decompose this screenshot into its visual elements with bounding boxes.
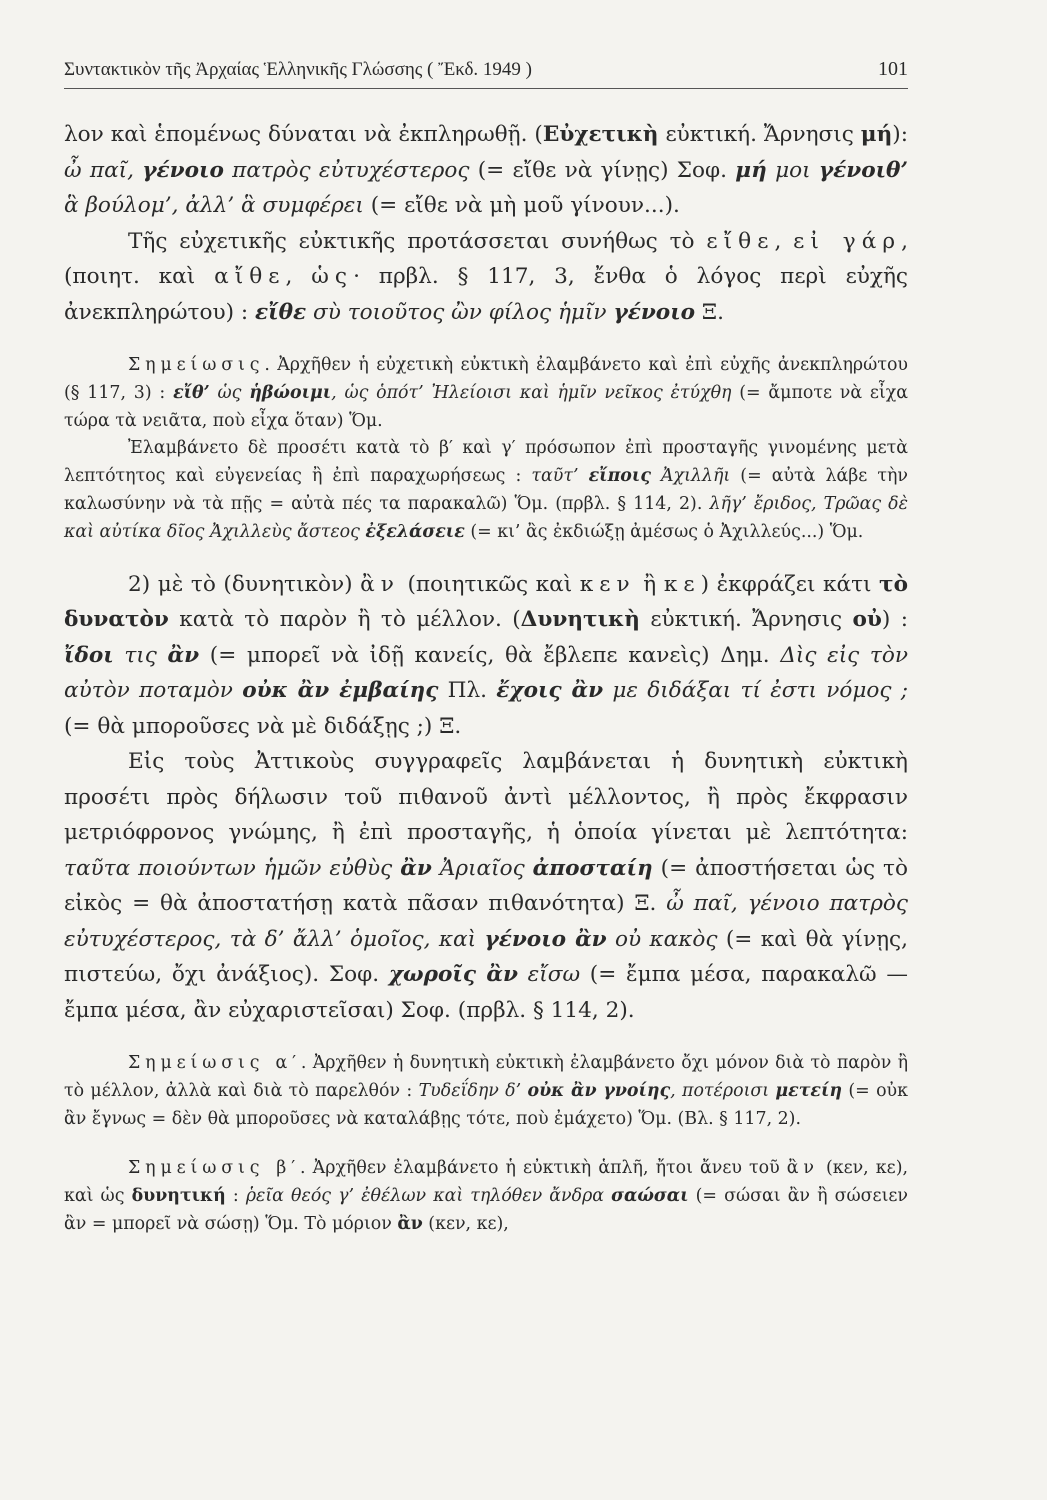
page-body (64, 117, 908, 1239)
paragraph-wish-particles: Τῆς εὐχετικῆς εὐκτικῆς προτάσσεται συνήθως τὸ εἴθε, εἰ γάρ, (ποιητ. καὶ αἴθε, ὡς· πρβλ. § 117, 3, ἔνθα ὁ λόγος περὶ εὐχῆς ἀνεκπληρώτου) : εἴθε σὺ τοιοῦτος ὢν φίλος ἡμῖν γένοιο Ξ. (64, 228, 909, 325)
note-2: Ἐλαμβάνετο δὲ προσέτι κατὰ τὸ β′ καὶ γ′ πρόσωπον ἐπὶ προσταγῆς γινομένης μετὰ λεπτότητος καὶ εὐγενείας ἢ ἐπὶ παραχωρήσεως : ταῦτ’ εἴποις Ἀχιλλῆι (= αὐτὰ λάβε τὴν καλωσύνην νὰ τὰ πῇς = αὐτὰ πές τα παρακαλῶ) Ὅμ. (πρβλ. § 114, 2). λῆγ’ ἔριδος, Τρῶας δὲ καὶ αὐτίκα δῖος Ἀχιλλεὺς ἄστεος ἐξελάσειε (= κι’ ἂς ἐκδιώξῃ ἀμέσως ὁ Ἀχιλλεύς...) Ὅμ. (64, 438, 908, 542)
note-1: Σημείωσις. Ἀρχῆθεν ἡ εὐχετικὴ εὐκτικὴ ἐλαμβάνετο καὶ ἐπὶ εὐχῆς ἀνεκπληρώτου (§ 117, 3) : εἴθ’ ὡς ἡβώοιμι, ὡς ὁπότ’ Ἠλείοισι καὶ ἡμῖν νεῖκος ἐτύχθη (= ἄμποτε νὰ εἶχα τώρα τὰ νειᾶτα, ποὺ εἶχα ὅταν) Ὅμ. (64, 355, 908, 431)
running-header (64, 58, 908, 89)
note-3: Σημείωσις α′. Ἀρχῆθεν ἡ δυνητικὴ εὐκτικὴ ἐλαμβάνετο ὄχι μόνον διὰ τὸ παρὸν ἢ τὸ μέλλον, ἀλλὰ καὶ διὰ τὸ παρελθόν : Τυδεΐδην δ’ οὐκ ἂν γνοίης, ποτέροισι μετείη (= οὐκ ἂν ἔγνως = δὲν θὰ μποροῦσες νὰ καταλάβῃς τότε, ποὺ ἐμάχετο) Ὅμ. (Βλ. § 117, 2). (64, 1053, 908, 1129)
paragraph-optative-wish: λον καὶ ἑπομένως δύναται νὰ ἐκπληρωθῇ. (Εὐχετικὴ εὐκτική. Ἄρνησις μή): ὦ παῖ, γένοιο πατρὸς εὐτυχέστερος (= εἴθε νὰ γίνῃς) Σοφ. μή μοι γένοιθ’ ἃ βούλομ’, ἀλλ’ ἃ συμφέρει (= εἴθε νὰ μὴ μοῦ γίνουν...). (64, 122, 908, 218)
page (64, 58, 908, 1239)
page-number: 101 (878, 58, 908, 80)
running-title: Συντακτικὸν τῆς Ἀρχαίας Ἑλληνικῆς Γλώσσης ( Ἔκδ. 1949 ) (64, 59, 532, 80)
paragraph-attic-usage: Εἰς τοὺς Ἀττικοὺς συγγραφεῖς λαμβάνεται ἡ δυνητικὴ εὐκτικὴ προσέτι πρὸς δήλωσιν τοῦ πιθανοῦ ἀντὶ μέλλοντος, ἢ πρὸς ἔκφρασιν μετριόφρονος γνώμης, ἢ ἐπὶ προσταγῆς, ἡ ὁποία γίνεται μὲ λεπτότητα: ταῦτα ποιούντων ἡμῶν εὐθὺς ἂν Ἀριαῖος ἀποσταίη (= ἀποστήσεται ὡς τὸ εἰκὸς = θὰ ἀποστατήσῃ κατὰ πᾶσαν πιθανότητα) Ξ. ὦ παῖ, γένοιο πατρὸς εὐτυχέστερος, τὰ δ’ ἄλλ’ ὁμοῖος, καὶ γένοιο ἂν οὐ κακὸς (= καὶ θὰ γίνῃς, πιστεύω, ὄχι ἀνάξιος). Σοφ. χωροῖς ἂν εἴσω (= ἔμπα μέσα, παρακαλῶ — ἔμπα μέσα, ἂν εὐχαριστεῖσαι) Σοφ. (πρβλ. § 114, 2). (64, 749, 909, 1023)
paragraph-potential-optative: 2) μὲ τὸ (δυνητικὸν) ἂν (ποιητικῶς καὶ κεν ἢ κε) ἐκφράζει κάτι τὸ δυνατὸν κατὰ τὸ παρὸν ἢ τὸ μέλλον. (Δυνητικὴ εὐκτική. Ἄρνησις οὐ) : ἴδοι τις ἂν (= μπορεῖ νὰ ἰδῇ κανείς, θὰ ἔβλεπε κανεὶς) Δημ. Δὶς εἰς τὸν αὐτὸν ποταμὸν οὐκ ἂν ἐμβαίης Πλ. ἔχοις ἂν με διδάξαι τί ἐστι νόμος ; (= θὰ μποροῦσες νὰ μὲ διδάξῃς ;) Ξ. (64, 571, 908, 739)
note-4: Σημείωσις β′. Ἀρχῆθεν ἐλαμβάνετο ἡ εὐκτικὴ ἁπλῆ, ἤτοι ἄνευ τοῦ ἂν (κεν, κε), καὶ ὡς δυνητική : ῥεῖα θεός γ’ ἐθέλων καὶ τηλόθεν ἄνδρα σαώσαι (= σώσαι ἂν ἢ σώσειεν ἂν = μπορεῖ νὰ σώσῃ) Ὅμ. Τὸ μόριον ἂν (κεν, κε), (64, 1158, 909, 1235)
